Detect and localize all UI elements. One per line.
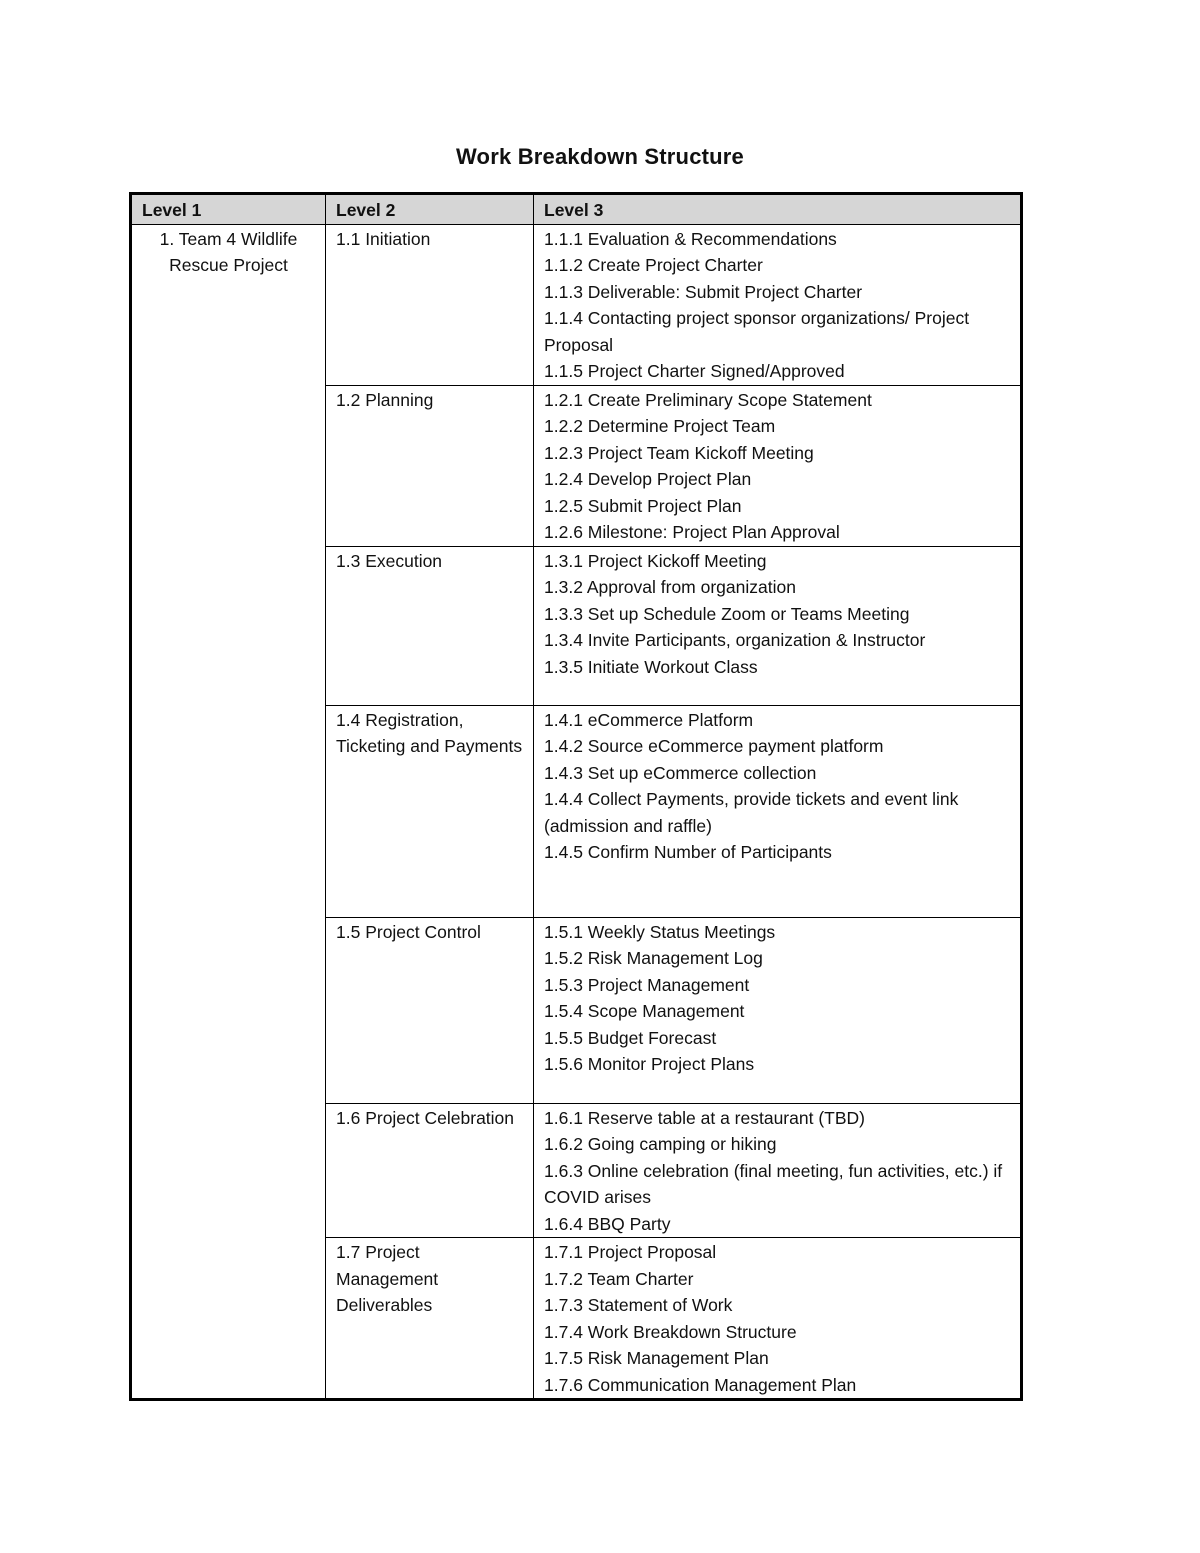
table-row [131, 224, 1022, 385]
level2-cell: 1.4 Registration, Ticketing and Payments [326, 705, 534, 917]
document-title: Work Breakdown Structure [455, 144, 744, 169]
level3-item: 1.7.2 Team Charter [544, 1268, 694, 1289]
level3-item: 1.4.3 Set up eCommerce collection [544, 762, 817, 783]
header-level-2: Level 2 [326, 194, 534, 225]
level3-cell [534, 385, 1022, 546]
level3-item: 1.2.2 Determine Project Team [544, 416, 776, 436]
header-level-3: Level 3 [534, 194, 1022, 225]
level2-cell: 1.2 Planning [326, 385, 534, 546]
level3-item: 1.6.1 Reserve table at a restaurant (TBD) [544, 1107, 865, 1128]
level3-item: 1.5.4 Scope Management [544, 1001, 745, 1021]
level3-cell [534, 1103, 1022, 1238]
level3-item: 1.1.4 Contacting project sponsor organizations/ Project Proposal [544, 308, 970, 355]
level3-item: 1.5.3 Project Management [544, 974, 750, 995]
level3-item: 1.7.1 Project Proposal [544, 1242, 717, 1262]
level3-item: 1.1.2 Create Project Charter [544, 255, 763, 275]
wbs-table [129, 192, 1023, 1401]
level3-item: 1.6.4 BBQ Party [544, 1213, 671, 1234]
level3-cell [534, 224, 1022, 385]
level3-item: 1.7.6 Communication Management Plan [544, 1374, 857, 1395]
level3-item: 1.5.6 Monitor Project Plans [544, 1054, 755, 1074]
level3-item: 1.2.3 Project Team Kickoff Meeting [544, 442, 814, 463]
level3-item: 1.2.1 Create Preliminary Scope Statement [544, 389, 872, 410]
level2-cell: 1.6 Project Celebration [326, 1103, 534, 1238]
level3-item: 1.3.4 Invite Participants, organization & Instructor [544, 630, 926, 650]
level3-item: 1.1.5 Project Charter Signed/Approved [544, 361, 845, 381]
level3-item: 1.7.4 Work Breakdown Structure [544, 1321, 797, 1342]
level3-item: 1.5.5 Budget Forecast [544, 1027, 717, 1048]
level2-cell: 1.1 Initiation [326, 224, 534, 385]
header-row [131, 194, 1022, 225]
level3-item: 1.3.3 Set up Schedule Zoom or Teams Meeting [544, 603, 910, 624]
level3-item: 1.3.2 Approval from organization [544, 577, 796, 597]
level3-item: 1.4.4 Collect Payments, provide tickets and event link (admission and raffle) [544, 789, 959, 836]
header-level-1: Level 1 [131, 194, 326, 225]
level3-item: 1.6.2 Going camping or hiking [544, 1134, 777, 1154]
level2-cell: 1.5 Project Control [326, 917, 534, 1103]
level3-item: 1.5.2 Risk Management Log [544, 948, 763, 968]
level3-item: 1.7.3 Statement of Work [544, 1295, 733, 1315]
level3-item: 1.3.1 Project Kickoff Meeting [544, 550, 767, 571]
level3-item: 1.1.3 Deliverable: Submit Project Charter [544, 281, 863, 302]
level3-item: 1.4.1 eCommerce Platform [544, 709, 754, 730]
level3-item: 1.4.5 Confirm Number of Participants [544, 842, 832, 862]
level3-item: 1.6.3 Online celebration (final meeting, fun activities, etc.) if COVID arises [544, 1160, 1003, 1207]
level3-item: 1.5.1 Weekly Status Meetings [544, 921, 776, 942]
level3-item: 1.2.5 Submit Project Plan [544, 495, 742, 516]
level3-cell [534, 917, 1022, 1103]
level1-cell: 1. Team 4 Wildlife Rescue Project [131, 224, 326, 1400]
level3-item: 1.2.4 Develop Project Plan [544, 469, 752, 489]
level3-item: 1.7.5 Risk Management Plan [544, 1348, 769, 1368]
level3-cell [534, 546, 1022, 705]
level3-item: 1.1.1 Evaluation & Recommendations [544, 228, 837, 249]
level3-cell [534, 705, 1022, 917]
level3-item: 1.2.6 Milestone: Project Plan Approval [544, 522, 840, 542]
level2-cell: 1.7 Project Management Deliverables [326, 1238, 534, 1400]
level3-item: 1.3.5 Initiate Workout Class [544, 656, 758, 677]
level2-cell: 1.3 Execution [326, 546, 534, 705]
level3-item: 1.4.2 Source eCommerce payment platform [544, 736, 884, 756]
level3-cell [534, 1238, 1022, 1400]
